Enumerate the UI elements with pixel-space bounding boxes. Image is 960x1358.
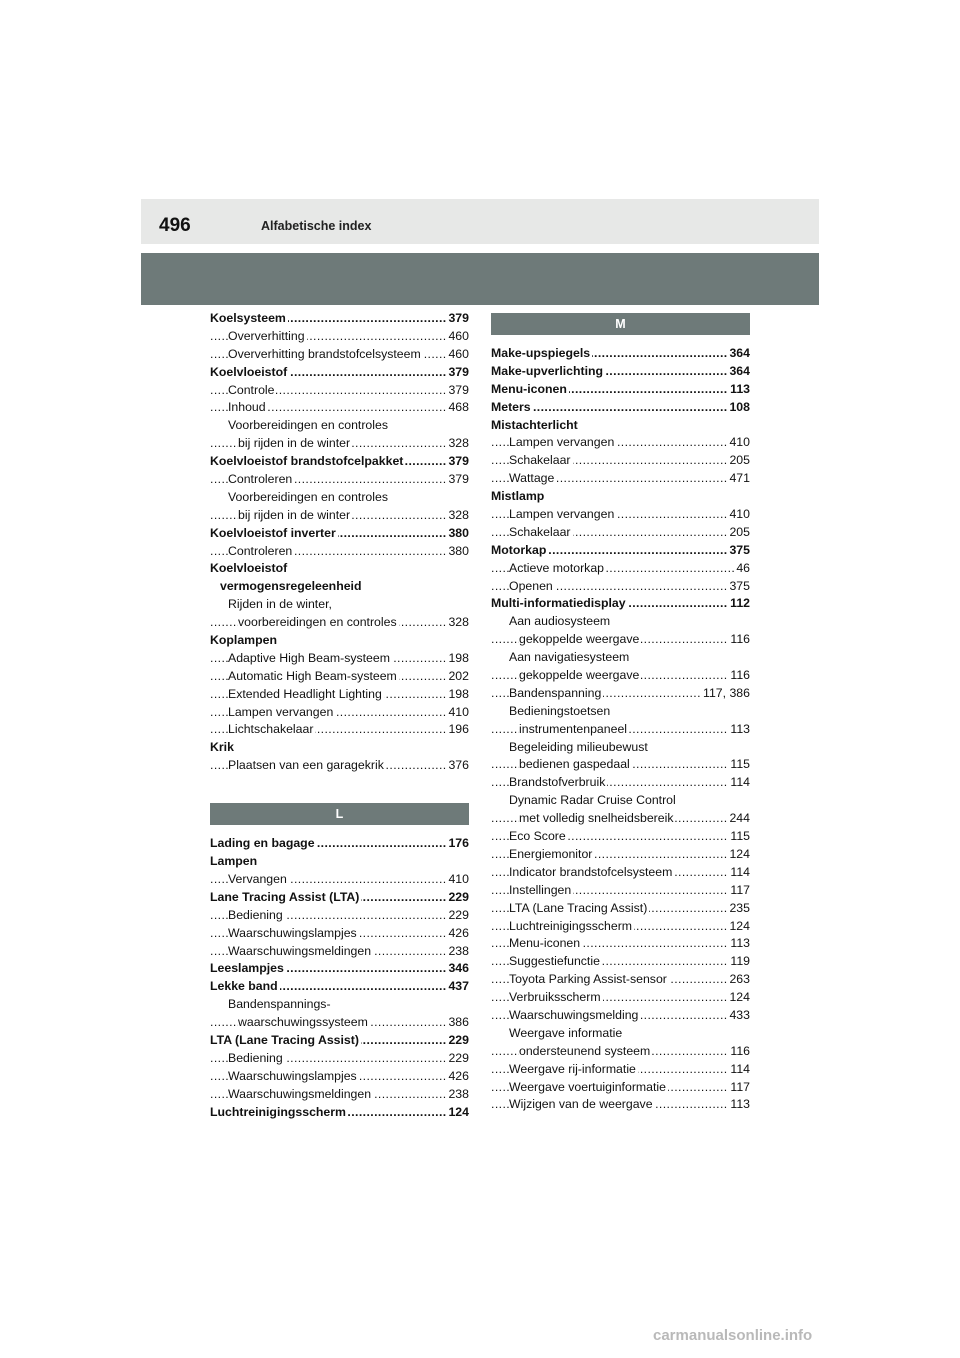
index-entry-page: 46 [734,560,750,578]
index-entry [210,417,469,435]
index-entry-text: Begeleiding milieubewust [509,739,648,754]
index-entry [491,1096,750,1114]
index-entry [491,667,750,685]
index-entry [210,757,469,775]
index-entry [210,489,469,507]
index-entry-page: 114 [728,774,750,792]
index-entry-text: Koelvloeistof inverter [210,525,336,540]
index-entry [210,453,469,471]
index-entry [210,853,469,871]
index-entry-text: Controle [228,382,275,397]
index-entry [491,685,750,703]
index-entry [210,704,469,722]
index-entry [210,1050,469,1068]
index-entry-text: Schakelaar [509,524,571,539]
index-entry-text: Lading en bagage [210,836,315,851]
index-entry-text: Waarschuwingslampjes [228,925,357,940]
index-entry-page: 468 [446,399,469,417]
index-entry [210,925,469,943]
index-entry-page: 379 [446,364,469,382]
index-entry-text: Make-upspiegels [491,346,591,360]
index-entry-text: Koelvloeistof [210,561,288,576]
index-entry [491,721,750,739]
header-band [141,253,819,305]
index-entry [491,381,750,399]
index-entry-page: 376 [446,757,469,775]
index-entry-page: 114 [728,864,750,882]
index-entry [491,918,750,936]
index-entry [210,1068,469,1086]
index-entry-text: Multi-informatiedisplay [491,596,626,611]
index-entry [210,578,469,596]
index-entry-text: Indicator brandstofcelsysteem [509,864,673,879]
index-entry [491,756,750,774]
index-entry [491,488,750,506]
index-entry [491,452,750,470]
index-entry-page: 379 [446,382,469,400]
index-entry [491,631,750,649]
index-entry-page: 433 [727,1007,750,1025]
index-entry [491,846,750,864]
index-entry-text: Make-upverlichting [491,363,604,378]
index-entry [210,668,469,686]
index-entry-text: Lampen [210,854,258,869]
index-entry-text: LTA (Lane Tracing Assist) [210,1032,359,1047]
index-entry [491,542,750,560]
index-entry-page: 198 [446,686,469,704]
index-entry [210,686,469,704]
index-entry [210,978,469,996]
index-entry-page: 426 [446,925,469,943]
index-entry [491,524,750,542]
index-entry-text: Koelvloeistof brandstofcelpakket [210,454,404,469]
index-entry-page: 364 [727,345,750,363]
index-entry [491,417,750,435]
index-entry-text: Koelsysteem [210,311,286,325]
index-entry-text: Bandenspanning [509,685,602,700]
index-entry-text: Waarschuwingslampjes [228,1068,357,1083]
index-entry-page: 238 [446,1086,469,1104]
index-entry-page: 235 [727,900,750,918]
index-entry-text: bij rijden in de winter [238,507,351,522]
index-entry-text: ondersteunend systeem [519,1043,651,1058]
index-entry-page: 379 [446,471,469,489]
index-entry-text: Bediening [228,1050,283,1065]
index-entry-page: 375 [727,578,750,596]
index-entry-page: 196 [446,721,469,739]
section-title: Alfabetische index [261,219,372,233]
index-entry-page: 112 [728,595,750,613]
index-entry-text: Koplampen [210,633,277,648]
index-entry [491,1043,750,1061]
index-entry-page: 115 [728,756,750,774]
index-entry-page: 238 [446,943,469,961]
index-entry-text: Mistachterlicht [491,417,578,432]
index-entry [210,650,469,668]
index-entry-text: Bandenspannings- [228,997,331,1012]
index-entry-text: Leeslampjes [210,961,284,976]
index-entry-page: 263 [727,971,750,989]
index-entry [210,721,469,739]
index-entry-text: Lampen vervangen [509,435,615,450]
index-entry-text: Krik [210,740,234,755]
index-entry-text: Instellingen [509,882,572,897]
index-entry [210,907,469,925]
index-entry-text: Suggestiefunctie [509,954,600,969]
index-entry-text: Automatic High Beam-systeem [228,668,397,683]
index-entry-page: 379 [446,453,469,471]
index-entry [491,882,750,900]
index-entry [491,971,750,989]
index-entry [491,649,750,667]
index-entry-text: Dynamic Radar Cruise Control [509,793,676,808]
index-entry [491,560,750,578]
page-header [141,199,819,244]
index-entry [210,560,469,578]
index-entry [210,1104,469,1122]
index-entry-page: 410 [446,704,469,722]
index-entry [210,435,469,453]
index-entry-page: 205 [727,452,750,470]
index-entry [491,989,750,1007]
index-entry-text: Koelvloeistof [210,364,288,379]
index-entry-page: 386 [446,1014,469,1032]
index-entry-page: 244 [727,810,750,828]
letter-heading-m: M [491,313,750,335]
index-entry-page: 471 [727,470,750,488]
index-entry-text: Bedieningstoetsen [509,703,611,718]
index-entry-text: Extended Headlight Lighting [228,686,382,701]
index-entry-text: waarschuwingssysteem [238,1015,368,1030]
index-entry-page: 113 [728,381,750,399]
index-entry-page: 124 [727,918,750,936]
index-entry-page: 114 [728,1061,750,1079]
index-entry-page: 117 [728,882,750,900]
index-entry-text: Wattage [509,471,555,486]
index-entry [210,471,469,489]
index-entry-page: 328 [446,614,469,632]
index-entry-page: 346 [446,960,469,978]
index-entry-page: 113 [728,935,750,953]
watermark: carmanualsonline.info [653,1327,813,1344]
index-entry-page: 410 [727,506,750,524]
index-entry [210,1032,469,1050]
index-entry-page: 229 [446,907,469,925]
index-entry-text: Oververhitting brandstofcelsysteem [228,346,421,361]
index-entry-text: Wijzigen van de weergave [509,1097,653,1112]
index-entry-text: Menu-iconen [491,381,567,396]
index-entry-text: voorbereidingen en controles [238,615,397,630]
index-entry-text: Aan navigatiesysteem [509,650,630,665]
index-entry-page: 117 [728,1079,750,1097]
index-entry-text: Eco Score [509,829,566,844]
index-entry-text: Controleren [228,472,293,487]
index-entry [491,1079,750,1097]
index-entry-page: 202 [446,668,469,686]
index-entry [210,382,469,400]
index-entry [491,613,750,631]
index-entry-text: bedienen gaspedaal [519,757,630,772]
index-entry [210,328,469,346]
index-entry [491,774,750,792]
index-entry-page: 116 [728,667,750,685]
index-entry-page: 328 [446,435,469,453]
index-entry-text: Weergave rij-informatie [509,1061,636,1076]
index-entry-page: 117, 386 [701,685,750,703]
index-column-left [210,310,469,1121]
index-entry-text: Waarschuwingsmeldingen [228,943,372,958]
index-entry-text: Energiemonitor [509,846,593,861]
index-entry [210,632,469,650]
index-entry-text: Aan audiosysteem [509,614,611,629]
index-entry-page: 375 [727,542,750,560]
index-entry-text: Mistlamp [491,489,545,504]
index-entry-text: Adaptive High Beam-systeem [228,650,390,665]
index-entry [210,346,469,364]
index-entry-text: Actieve motorkap [509,560,605,575]
index-entry [210,525,469,543]
index-entry [491,739,750,757]
index-entry [491,953,750,971]
index-entry [491,470,750,488]
index-entry [491,578,750,596]
index-entry [491,1025,750,1043]
index-entry [210,364,469,382]
index-entry-page: 198 [446,650,469,668]
index-entry [210,399,469,417]
index-entry [491,792,750,810]
index-entry-page: 379 [446,310,469,328]
index-entry-text: Luchtreinigingsscherm [509,918,633,933]
index-entry [491,900,750,918]
index-entry [491,810,750,828]
index-entry-text: Rijden in de winter, [228,597,332,612]
index-entry-text: Bediening [228,907,283,922]
index-entry [210,943,469,961]
index-entry-text: Waarschuwingsmeldingen [228,1086,372,1101]
index-entry [210,310,469,328]
index-entry-page: 460 [446,328,469,346]
index-entry [491,434,750,452]
index-entry [491,1061,750,1079]
index-entry [491,506,750,524]
letter-heading-l: L [210,803,469,825]
index-entry [210,543,469,561]
index-entry-page: 113 [728,1096,750,1114]
index-entry-page: 380 [446,525,469,543]
index-entry [491,864,750,882]
index-entry [210,889,469,907]
index-entry-text: Waarschuwingsmelding [509,1007,639,1022]
index-entry-text: Voorbereidingen en controles [228,489,388,504]
index-entry-page: 426 [446,1068,469,1086]
index-entry-page: 124 [727,989,750,1007]
index-group-l [210,835,469,1121]
index-entry [491,828,750,846]
index-entry [210,960,469,978]
index-entry-text: Lampen vervangen [228,704,334,719]
page-number: 496 [159,215,191,236]
index-entry-page: 116 [728,1043,750,1061]
index-group-m [491,345,750,1114]
index-entry [210,614,469,632]
index-entry-text: Oververhitting [228,328,305,343]
index-entry-text: gekoppelde weergave [519,668,640,683]
index-entry-text: gekoppelde weergave [519,632,640,647]
index-entry [210,739,469,757]
index-entry-page: 460 [446,346,469,364]
index-entry [491,703,750,721]
index-entry-text: Vervangen [228,871,287,886]
index-entry [210,507,469,525]
index-entry-page: 380 [446,543,469,561]
index-entry [491,1007,750,1025]
index-entry-page: 116 [728,631,750,649]
index-entry [491,595,750,613]
index-entry [210,1014,469,1032]
index-entry-page: 229 [446,1032,469,1050]
index-entry-text: met volledig snelheidsbereik [519,811,674,826]
index-group-k [210,310,469,775]
index-entry [491,363,750,381]
index-entry-text: Verbruiksscherm [509,990,601,1005]
index-entry-text: Toyota Parking Assist-sensor [509,972,667,987]
index-entry-page: 119 [728,953,750,971]
index-entry-page: 113 [728,721,750,739]
index-entry-text: Controleren [228,543,293,558]
index-entry-text: Plaatsen van een garagekrik [228,758,384,773]
index-entry-text: vermogensregeleenheid [220,579,362,594]
index-entry-text: Luchtreinigingsscherm [210,1104,346,1119]
index-entry-text: Schakelaar [509,453,571,468]
index-entry-page: 115 [728,828,750,846]
index-entry-text: Voorbereidingen en controles [228,418,388,433]
index-entry-text: Lekke band [210,979,278,994]
index-entry-page: 229 [446,889,469,907]
index-entry-text: Meters [491,399,531,414]
index-entry [210,596,469,614]
index-entry [210,835,469,853]
index-entry-page: 410 [446,871,469,889]
index-entry-page: 328 [446,507,469,525]
index-entry-text: bij rijden in de winter [238,436,351,451]
index-entry-text: Weergave informatie [509,1025,623,1040]
index-entry-text: Lichtschakelaar [228,722,314,737]
index-entry-page: 124 [446,1104,469,1122]
index-entry-page: 229 [446,1050,469,1068]
index-entry-text: LTA (Lane Tracing Assist) [509,900,648,915]
index-entry-text: Weergave voertuiginformatie [509,1079,666,1094]
index-entry-text: Lane Tracing Assist (LTA) [210,889,360,904]
index-entry-text: Brandstofverbruik [509,775,606,790]
index-entry [210,996,469,1014]
index-column-right [491,310,750,1114]
index-entry [210,1086,469,1104]
index-entry-page: 205 [727,524,750,542]
index-entry-text: Openen [509,578,553,593]
index-entry-text: Menu-iconen [509,936,581,951]
index-entry-page: 437 [446,978,469,996]
index-entry-page: 410 [727,434,750,452]
index-entry-page: 108 [727,399,750,417]
index-entry-page: 124 [727,846,750,864]
index-entry-text: Inhoud [228,400,266,415]
index-entry-text: instrumentenpaneel [519,721,628,736]
index-entry-page: 364 [727,363,750,381]
index-entry-text: Lampen vervangen [509,507,615,522]
index-entry [491,935,750,953]
index-entry [491,345,750,363]
index-entry-text: Motorkap [491,542,547,557]
index-entry [210,871,469,889]
index-entry-page: 176 [446,835,469,853]
index-entry [491,399,750,417]
